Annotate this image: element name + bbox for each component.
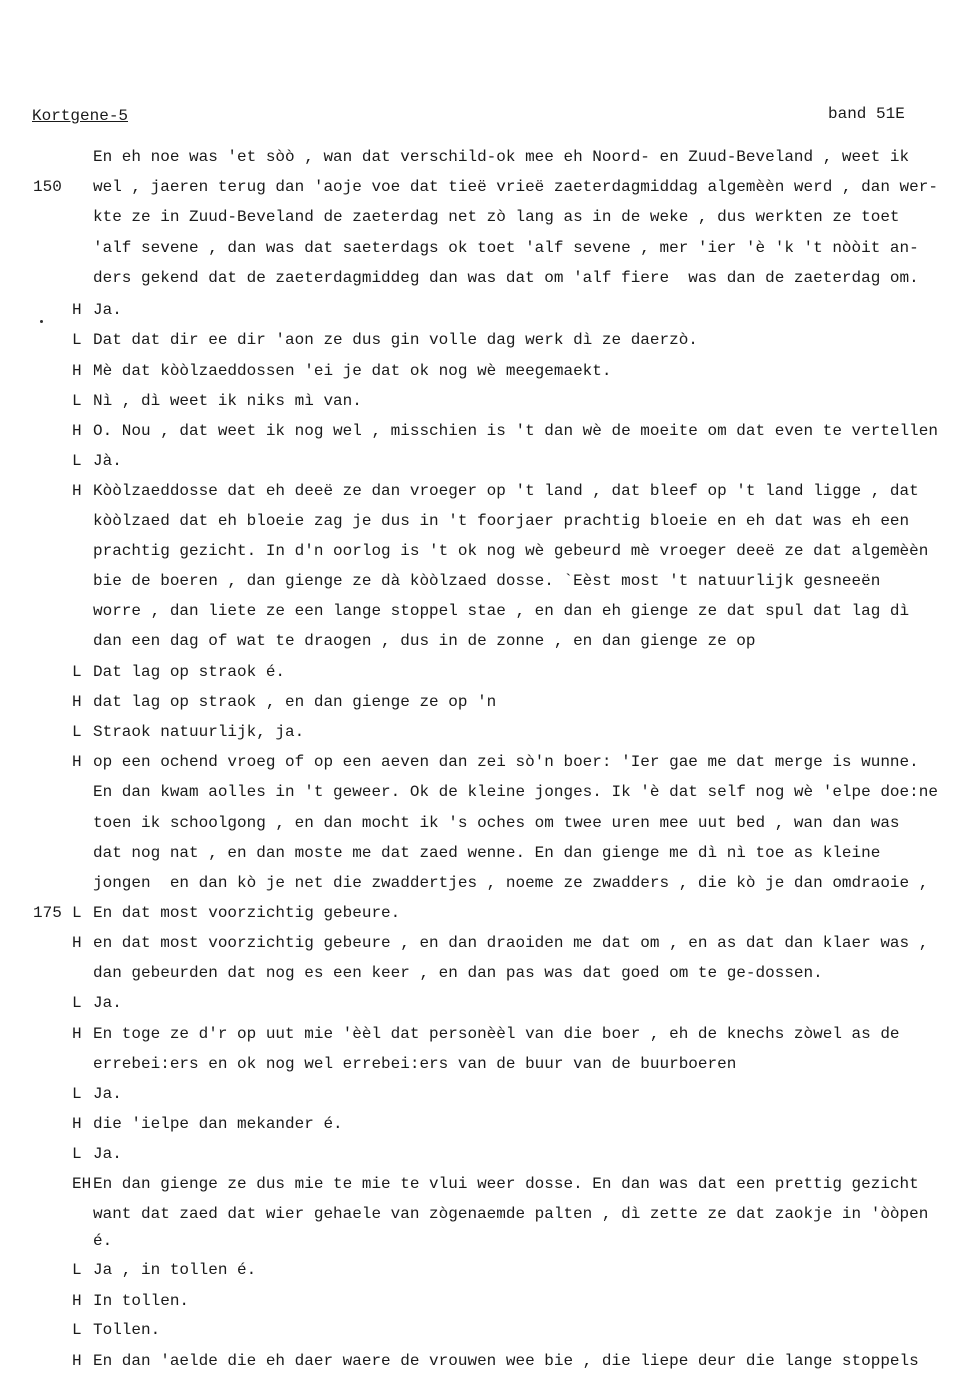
transcript-line [0, 1139, 979, 1169]
transcript-line [0, 202, 979, 232]
line-text: dan gebeurden dat nog es een keer , en dan pas was dat goed om te ge-dossen. [93, 964, 823, 982]
transcript-line [0, 1226, 979, 1256]
line-text: kte ze in Zuud-Beveland de zaeterdag net zò lang as in de weke , dus werkten ze toet [93, 208, 900, 226]
transcript-line [0, 295, 979, 325]
line-text: Nì , dì weet ik niks mì van. [93, 392, 362, 410]
line-text: En dan kwam aolles in 't geweer. Ok de kleine jonges. Ik 'è dat self nog wè 'elpe doe:ne [93, 783, 938, 801]
transcript-line [0, 476, 979, 506]
line-text: op een ochend vroeg of op een aeven dan zei sò'n boer: 'Ier gae me dat merge is wunne. [93, 753, 919, 771]
transcript-line [0, 1049, 979, 1079]
transcript-line [0, 1315, 979, 1345]
transcript-line [0, 1109, 979, 1139]
speaker-label: H [72, 934, 82, 952]
transcript-line [0, 233, 979, 263]
transcript-line [0, 928, 979, 958]
line-number: 175 [33, 904, 62, 922]
tape-label: band 51E [828, 105, 905, 123]
transcript-line [0, 958, 979, 988]
line-text: prachtig gezicht. In d'n oorlog is 't ok nog wè gebeurd mè vroeger deeë ze dat algemèèn [93, 542, 929, 560]
transcript-line [0, 626, 979, 656]
line-text: en dat most voorzichtig gebeure , en dan draoiden me dat om , en as dat dan klaer was , [93, 934, 929, 952]
line-text: Ja. [93, 301, 122, 319]
transcript-line [0, 325, 979, 355]
transcript-line [0, 596, 979, 626]
line-text: worre , dan liete ze een lange stoppel stae , en dan eh gienge ze dat spul dat lag dì [93, 602, 910, 620]
line-text: ders gekend dat de zaeterdagmiddeg dan was dat om 'alf fiere was dan de zaeterdag om. [93, 269, 919, 287]
line-text: dat nog nat , en dan moste me dat zaed wenne. En dan gienge me dì nì toe as kleine [93, 844, 881, 862]
speaker-label: H [72, 301, 82, 319]
transcript-line [0, 566, 979, 596]
speaker-label: L [72, 723, 82, 741]
transcript-line [0, 142, 979, 172]
line-text: Dat dat dir ee dir 'aon ze dus gin volle dag werk dì ze daerzò. [93, 331, 698, 349]
transcript-line [0, 747, 979, 777]
line-text: O. Nou , dat weet ik nog wel , misschien is 't dan wè de moeite om dat even te vertellen [93, 422, 938, 440]
transcript-line [0, 416, 979, 446]
speaker-label: EH [72, 1175, 92, 1193]
transcript-line [0, 356, 979, 386]
speaker-label: L [72, 1261, 82, 1279]
speaker-label: L [72, 904, 82, 922]
speaker-label: H [72, 362, 82, 380]
line-text: En dan 'aelde die eh daer waere de vrouwen wee bie , die liepe deur die lange stoppels [93, 1352, 919, 1370]
transcript-line [0, 1255, 979, 1285]
line-text: En toge ze d'r op uut mie 'èèl dat personèèl van die boer , eh de knechs zòwel as de [93, 1025, 900, 1043]
line-text: toen ik schoolgong , en dan mocht ik 's oches om twee uren mee uut bed , wan dan was [93, 814, 900, 832]
line-text: wel , jaeren terug dan 'aoje voe dat tieë vrieë zaeterdagmiddag algemèèn werd , dan wer- [93, 178, 938, 196]
transcript-line [0, 808, 979, 838]
transcript-line [0, 988, 979, 1018]
speaker-label: L [72, 1321, 82, 1339]
speaker-label: H [72, 482, 82, 500]
line-text: dat lag op straok , en dan gienge ze op 'n [93, 693, 497, 711]
transcript-line [0, 687, 979, 717]
speaker-label: L [72, 392, 82, 410]
transcript-line [0, 1346, 979, 1376]
transcript-line [0, 717, 979, 747]
line-text: En dat most voorzichtig gebeure. [93, 904, 401, 922]
line-number: 150 [33, 178, 62, 196]
line-text: Jà. [93, 452, 122, 470]
line-text: die 'ielpe dan mekander é. [93, 1115, 343, 1133]
line-text: En eh noe was 'et sòò , wan dat verschild-ok mee eh Noord- en Zuud-Beveland , weet ik [93, 148, 910, 166]
transcript-line [0, 868, 979, 898]
line-text: Ja. [93, 1145, 122, 1163]
transcript-line [0, 1079, 979, 1109]
transcript-line [0, 386, 979, 416]
speaker-label: H [72, 1352, 82, 1370]
line-text: dan een dag of wat te draogen , dus in de zonne , en dan gienge ze op [93, 632, 756, 650]
line-text: Dat lag op straok é. [93, 663, 286, 681]
speaker-label: H [72, 753, 82, 771]
speaker-label: H [72, 1025, 82, 1043]
speaker-label: H [72, 1292, 82, 1310]
transcript-line [0, 446, 979, 476]
document-title: Kortgene-5 [32, 107, 129, 125]
transcript-line [0, 536, 979, 566]
speaker-label: L [72, 1085, 82, 1103]
speaker-label: H [72, 422, 82, 440]
line-text: Straok natuurlijk, ja. [93, 723, 305, 741]
line-text: bie de boeren , dan gienge ze dà kòòlzaed dosse. `Eèst most 't natuurlijk gesneeën [93, 572, 881, 590]
line-text: é. [93, 1232, 113, 1250]
line-text: jongen en dan kò je net die zwaddertjes , noeme ze zwadders , die kò je dan omdraoie , [93, 874, 929, 892]
line-text: Ja. [93, 1085, 122, 1103]
line-text: want dat zaed dat wier gehaele van zògenaemde palten , dì zette ze dat zaokje in 'òòpen [93, 1205, 929, 1223]
line-text: Mè dat kòòlzaeddossen 'ei je dat ok nog wè meegemaekt. [93, 362, 612, 380]
transcript-line [0, 263, 979, 293]
line-text: Ja. [93, 994, 122, 1012]
speaker-label: H [72, 693, 82, 711]
speaker-label: L [72, 663, 82, 681]
transcript-line [0, 777, 979, 807]
speaker-label: H [72, 1115, 82, 1133]
line-text: 'alf sevene , dan was dat saeterdags ok toet 'alf sevene , mer 'ier 'è 'k 't nòòit an- [93, 239, 919, 257]
transcript-line [0, 506, 979, 536]
line-text: errebei:ers en ok nog wel errebei:ers van de buur van de buurboeren [93, 1055, 737, 1073]
transcript-line [0, 1199, 979, 1229]
line-text: In tollen. [93, 1292, 190, 1310]
speaker-label: L [72, 994, 82, 1012]
line-text: Tollen. [93, 1321, 161, 1339]
transcript-line [0, 898, 979, 928]
transcript-line [0, 172, 979, 202]
transcript-line [0, 1286, 979, 1316]
transcript-line [0, 1019, 979, 1049]
speaker-label: L [72, 452, 82, 470]
line-text: Ja , in tollen é. [93, 1261, 257, 1279]
transcript-line [0, 838, 979, 868]
stray-mark [40, 320, 43, 323]
transcript-line [0, 1169, 979, 1199]
line-text: En dan gienge ze dus mie te mie te vlui weer dosse. En dan was dat een prettig gezicht [93, 1175, 919, 1193]
line-text: kòòlzaed dat eh bloeie zag je dus in 't foorjaer prachtig bloeie en eh dat was eh een [93, 512, 910, 530]
speaker-label: L [72, 1145, 82, 1163]
speaker-label: L [72, 331, 82, 349]
transcript-line [0, 657, 979, 687]
line-text: Kòòlzaeddosse dat eh deeë ze dan vroeger op 't land , dat bleef op 't land ligge , dat [93, 482, 919, 500]
